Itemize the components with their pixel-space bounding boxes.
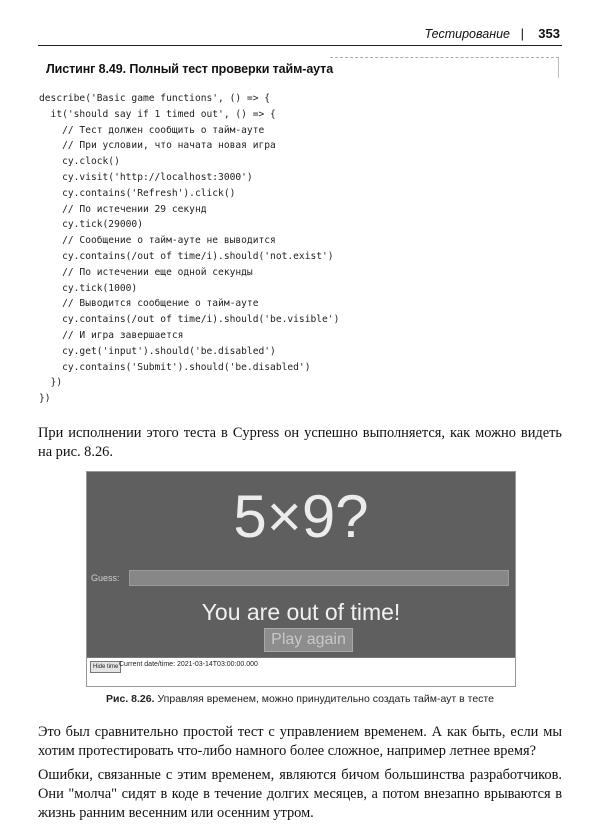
code-listing	[39, 91, 569, 407]
running-header-separator: |	[520, 26, 524, 41]
code-line: it('should say if 1 timed out', () => {	[39, 108, 276, 120]
code-line: cy.tick(1000)	[39, 282, 138, 294]
code-line: })	[39, 393, 51, 405]
code-line: // Сообщение о тайм-ауте не выводится	[39, 235, 276, 247]
code-line: cy.get('input').should('be.disabled')	[39, 345, 276, 357]
guess-input	[129, 570, 509, 586]
running-header	[38, 25, 562, 46]
figure-caption-text: Управляя временем, можно принудительно создать тайм-аут в тесте	[157, 693, 494, 705]
paragraph-intro: При исполнении этого теста в Cypress он успешно выполняется, как можно видеть на рис. 8.26.	[38, 425, 562, 460]
current-date-time: Current date/time: 2021-03-14T03:00:00.000	[119, 661, 258, 668]
out-of-time-message: You are out of time!	[201, 599, 401, 625]
dev-time-bar	[87, 657, 515, 686]
paragraph-question: Это был сравнительно простой тест с управлением временем. А как быть, если мы хотим протестировать что-либо намного более сложное, например летнее время?	[38, 724, 562, 759]
play-again-button: Play again	[264, 628, 353, 652]
guess-label: Guess:	[91, 573, 120, 583]
code-line: // При условии, что начата новая игра	[39, 140, 276, 152]
code-line: describe('Basic game functions', () => {	[39, 93, 271, 104]
code-line: cy.contains(/out of time/i).should('not.exist')	[39, 250, 334, 262]
code-line: // Выводится сообщение о тайм-ауте	[39, 298, 259, 310]
code-line: cy.contains('Submit').should('be.disabled')	[39, 361, 311, 373]
code-line: cy.contains(/out of time/i).should('be.visible')	[39, 314, 340, 326]
code-line: cy.tick(29000)	[39, 219, 143, 231]
listing-title: Листинг 8.49. Полный тест проверки тайм-аута	[46, 62, 334, 76]
code-line: // Тест должен сообщить о тайм-ауте	[39, 124, 265, 136]
paragraph-bugs: Ошибки, связанные с этим временем, являются бичом большинства разработчиков. Они "молча" сидят в коде в течение долгих месяцев, а потом внезапно врываются в жизнь ранним весенним или осенним утром.	[38, 767, 562, 821]
running-header-section: Тестирование	[424, 27, 510, 41]
code-line: cy.visit('http://localhost:3000')	[39, 171, 253, 183]
code-line: })	[39, 377, 63, 389]
figure-screenshot	[86, 471, 516, 687]
hide-time-button: Hide time	[90, 661, 121, 673]
figure-caption	[0, 693, 600, 705]
code-line: cy.contains('Refresh').click()	[39, 187, 236, 199]
code-line: // И игра завершается	[39, 329, 184, 341]
problem-expression: 5×9?	[233, 483, 369, 550]
code-line: // По истечении еще одной секунды	[39, 266, 253, 278]
page-number: 353	[538, 26, 560, 41]
figure-caption-label: Рис. 8.26.	[106, 693, 155, 705]
code-line: // По истечении 29 секунд	[39, 203, 207, 215]
code-line: cy.clock()	[39, 156, 120, 168]
